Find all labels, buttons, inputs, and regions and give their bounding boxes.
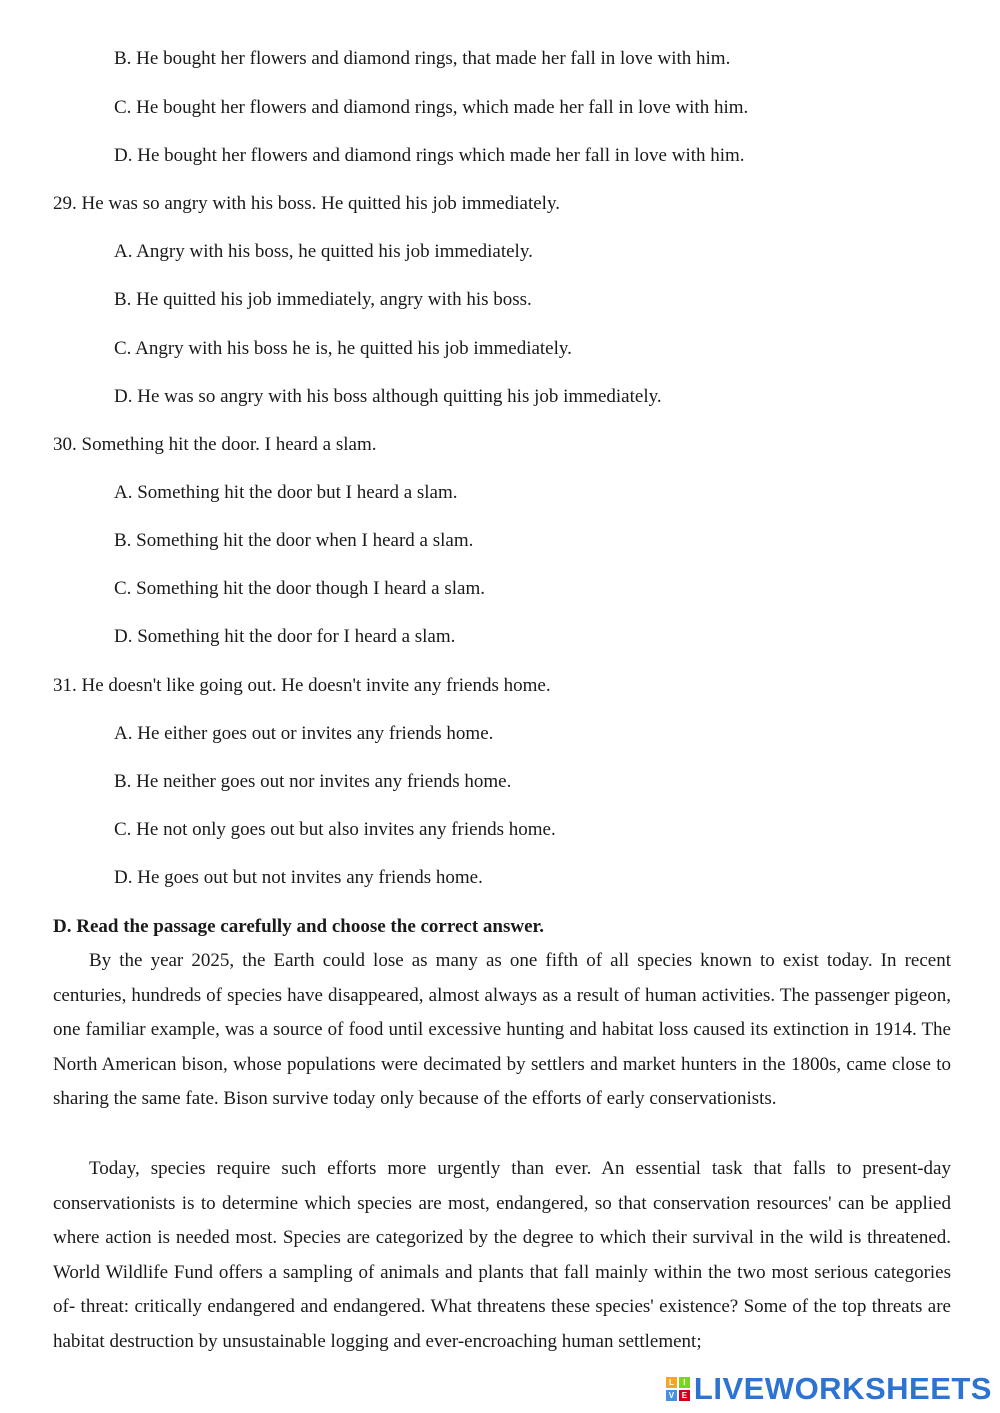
q30-option-d[interactable]: D. Something hit the door for I heard a slam. [114,626,456,647]
q30-option-b[interactable]: B. Something hit the door when I heard a slam. [114,530,474,551]
logo-mark-i: I [679,1377,690,1388]
q31-stem: 31. He doesn't like going out. He doesn't invite any friends home. [53,675,551,696]
section-d-heading: D. Read the passage carefully and choose the correct answer. [53,916,544,937]
q31-option-d[interactable]: D. He goes out but not invites any friends home. [114,867,483,888]
liveworksheets-logo-icon [666,1377,690,1401]
q29-option-b[interactable]: B. He quitted his job immediately, angry with his boss. [114,289,532,310]
q29-option-d[interactable]: D. He was so angry with his boss although quitting his job immediately. [114,386,662,407]
q31-option-c[interactable]: C. He not only goes out but also invites any friends home. [114,819,556,840]
q28-option-c[interactable]: C. He bought her flowers and diamond rings, which made her fall in love with him. [114,97,749,118]
passage-paragraph-1: By the year 2025, the Earth could lose as many as one fifth of all species known to exist today. In recent centuries, hundreds of species have disappeared, almost always as a result of human activities. The passenger pigeon, one familiar example, was a source of food until excessive hunting and habitat loss caused its extinction in 1914. The North American bison, whose populations were decimated by settlers and market hunters in the 1800s, came close to sharing the same fate. Bison survive today only because of the efforts of early conservationists. [53,950,951,1109]
q31-option-b[interactable]: B. He neither goes out nor invites any friends home. [114,771,512,792]
logo-text: LIVEWORKSHEETS [693,1371,992,1406]
logo-mark-e: E [679,1390,690,1401]
passage-paragraph-2: Today, species require such efforts more urgently than ever. An essential task that falls to present-day conservationists is to determine which species are most, endangered, so that conservation resources' can be applied where action is needed most. Species are categorized by the degree to which their survival in the wild is threatened. World Wildlife Fund offers a sampling of animals and plants that fall mainly within the two most serious categories of- threat: critically endangered and endangered. What threatens these species' existence? Some of the top threats are habitat destruction by unsustainable logging and ever-encroaching human settlement; [53,1158,951,1352]
liveworksheets-logo [666,1371,992,1407]
q28-option-b[interactable]: B. He bought her flowers and diamond rings, that made her fall in love with him. [114,48,731,69]
q30-option-c[interactable]: C. Something hit the door though I heard a slam. [114,578,485,599]
logo-mark-v: V [666,1390,677,1401]
q30-stem: 30. Something hit the door. I heard a slam. [53,434,377,455]
q28-option-d[interactable]: D. He bought her flowers and diamond rings which made her fall in love with him. [114,145,745,166]
logo-mark-l: L [666,1377,677,1388]
q30-option-a[interactable]: A. Something hit the door but I heard a slam. [114,482,458,503]
q29-stem: 29. He was so angry with his boss. He quitted his job immediately. [53,193,560,214]
q31-option-a[interactable]: A. He either goes out or invites any friends home. [114,723,494,744]
q29-option-c[interactable]: C. Angry with his boss he is, he quitted his job immediately. [114,338,572,359]
q29-option-a[interactable]: A. Angry with his boss, he quitted his job immediately. [114,241,533,262]
